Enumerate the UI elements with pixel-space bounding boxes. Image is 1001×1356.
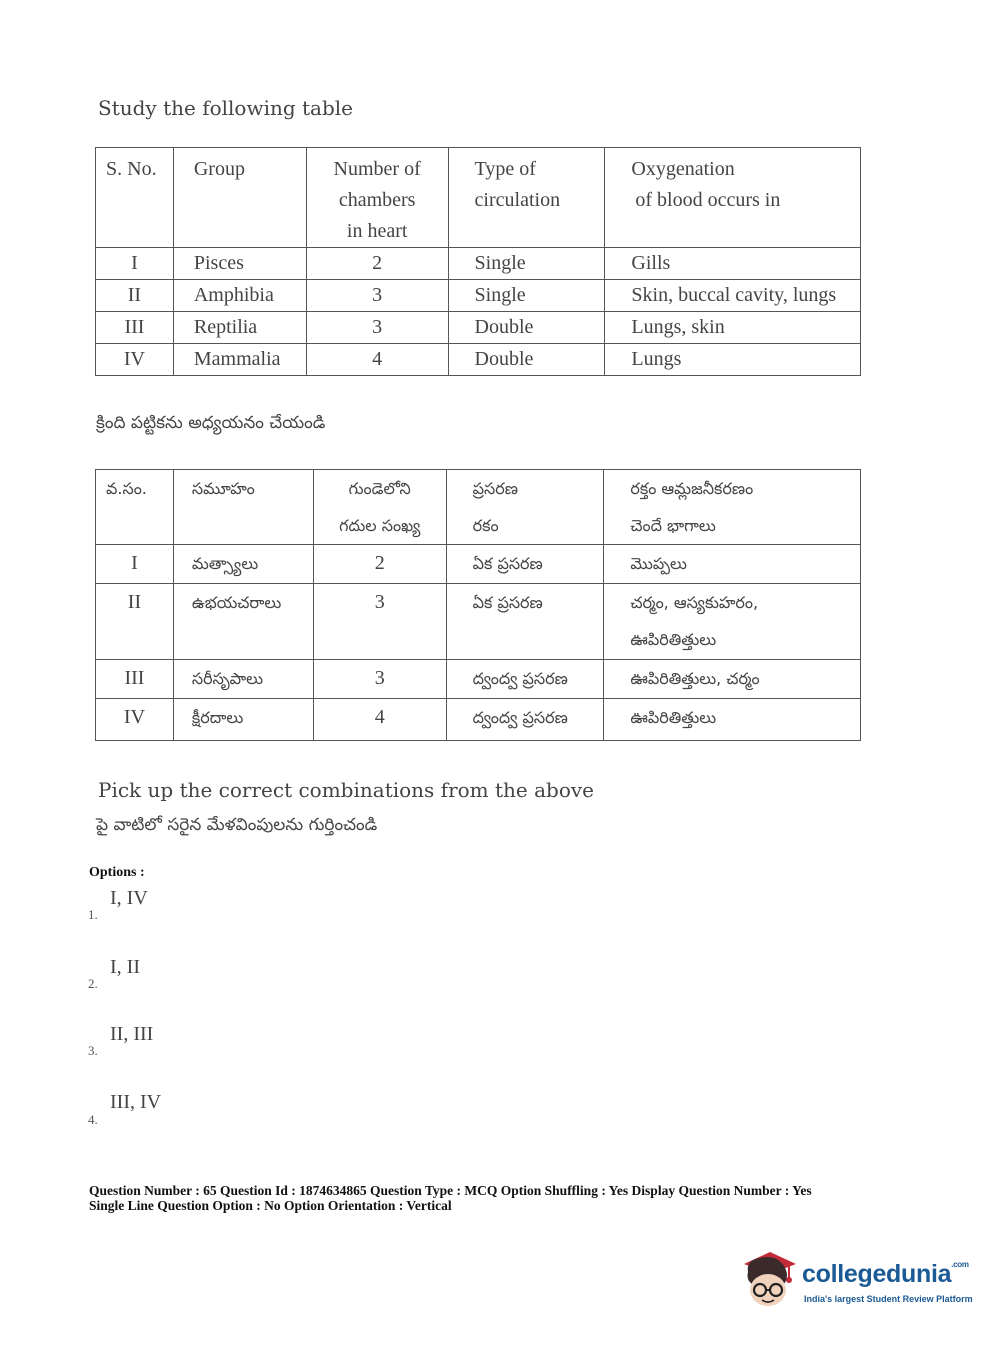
table-row: II Amphibia 3 Single Skin, buccal cavity, lungs — [96, 280, 861, 312]
table-row: II ఉభయచరాలు 3 ఏక ప్రసరణ చర్మం, ఆస్యకుహరం, ఊపిరితిత్తులు — [96, 584, 861, 660]
option-3[interactable]: 3. II, III — [88, 1023, 154, 1058]
table-row: I మత్స్యాలు 2 ఏక ప్రసరణ మొప్పలు — [96, 545, 861, 584]
question-meta-line1: Question Number : 65 Question Id : 1874634865 Question Type : MCQ Option Shuffling : Yes Display Question Number : Yes — [89, 1183, 812, 1198]
header-sno: S. No. — [96, 148, 174, 248]
option-1[interactable]: 1. I, IV — [88, 887, 148, 922]
header-group-te: సమూహం — [173, 470, 313, 545]
header-chambers-te: గుండెలోని గదుల సంఖ్య — [313, 470, 446, 545]
brand-suffix: .com — [951, 1260, 969, 1269]
option-4[interactable]: 4. III, IV — [88, 1091, 162, 1127]
table-row: III సరీసృపాలు 3 ద్వంద్వ ప్రసరణ ఊపిరితిత్తులు, చర్మం — [96, 660, 861, 699]
option-2[interactable]: 2. I, II — [88, 956, 140, 991]
brand-tagline: India's largest Student Review Platform — [804, 1294, 973, 1304]
mascot-icon — [740, 1250, 798, 1312]
table-en — [95, 147, 861, 376]
table-row: I Pisces 2 Single Gills — [96, 248, 861, 280]
brand-name: collegedunia — [802, 1260, 952, 1288]
header-oxygenation-te: రక్తం ఆమ్లజనీకరణం చెందే భాగాలు — [604, 470, 861, 545]
header-oxygenation: Oxygenation of blood occurs in — [605, 148, 861, 248]
header-circulation-te: ప్రసరణ రకం — [446, 470, 604, 545]
header-chambers: Number of chambers in heart — [306, 148, 448, 248]
question-prompt-te: పై వాటిలో సరైన మేళవింపులను గుర్తించండి — [96, 815, 378, 835]
question-prompt-en: Pick up the correct combinations from the above — [98, 778, 595, 802]
table-row: III Reptilia 3 Double Lungs, skin — [96, 312, 861, 344]
question-intro-en: Study the following table — [98, 96, 354, 120]
table-te-header-row — [96, 470, 861, 545]
header-circulation: Type of circulation — [448, 148, 605, 248]
header-sno-te: వ.సం. — [96, 470, 174, 545]
options-label: Options : — [89, 865, 145, 880]
question-intro-te: క్రింది పట్టికను అధ్యయనం చేయండి — [96, 413, 326, 433]
table-row: IV Mammalia 4 Double Lungs — [96, 344, 861, 376]
brand-logo — [740, 1250, 973, 1320]
table-te — [95, 469, 861, 741]
header-group: Group — [173, 148, 306, 248]
table-en-header-row — [96, 148, 861, 248]
question-meta-line2: Single Line Question Option : No Option Orientation : Vertical — [89, 1198, 452, 1213]
table-row: IV క్షీరదాలు 4 ద్వంద్వ ప్రసరణ ఊపిరితిత్తులు — [96, 699, 861, 741]
